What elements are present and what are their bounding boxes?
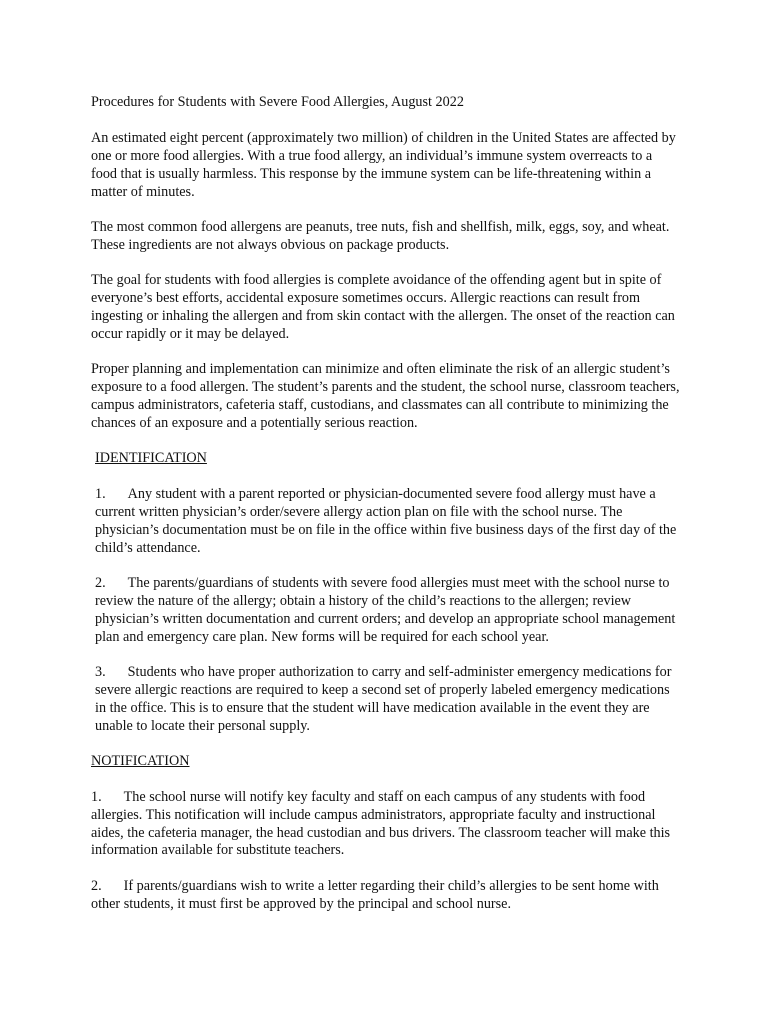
- intro-paragraph-3: The goal for students with food allergies is complete avoidance of the offending agent but in spite of everyone’s best efforts, accidental exposure sometimes occurs. Allergic reactions can result from ingesting or inhaling the allergen and from skin contact with the allergen. The onset of the reaction can occur rapidly or it may be delayed.: [91, 272, 675, 342]
- item-number: 2.: [95, 574, 106, 591]
- item-number: 1.: [91, 788, 102, 805]
- identification-heading: IDENTIFICATION: [95, 450, 207, 467]
- notification-item-2: [91, 878, 681, 914]
- item-text: The parents/guardians of students with severe food allergies must meet with the school nurse to review the nature of the allergy; obtain a history of the child’s reactions to the allergen; review physician’s written documentation and current orders; and develop an appropriate school management plan and emergency care plan. New forms will be required for each school year.: [95, 574, 676, 645]
- item-text: The school nurse will notify key faculty and staff on each campus of any students with food allergies. This notification will include campus administrators, appropriate faculty and instructional aides, the cafeteria manager, the head custodian and bus drivers. The classroom teacher will make this information available for substitute teachers.: [91, 788, 671, 859]
- intro-paragraph-2: The most common food allergens are peanuts, tree nuts, fish and shellfish, milk, eggs, soy, and wheat. These ingredients are not always obvious on package products.: [91, 218, 670, 253]
- item-number: 3.: [95, 663, 106, 680]
- identification-item-3: [91, 664, 681, 736]
- identification-item-2: [91, 575, 681, 647]
- item-text: Any student with a parent reported or physician-documented severe food allergy must have a current written physician’s order/severe allergy action plan on file with the school nurse. The physician’s documentation must be on file in the office within five business days of the first day of the child’s attendance.: [95, 485, 677, 556]
- intro-paragraph-4: Proper planning and implementation can minimize and often eliminate the risk of an allergic student’s exposure to a food allergen. The student’s parents and the student, the school nurse, classroom teachers, campus administrators, cafeteria staff, custodians, and classmates can all contribute to minimizing the chances of an exposure and a potentially serious reaction.: [91, 361, 680, 431]
- document-page: [91, 94, 681, 931]
- intro-paragraph-1: An estimated eight percent (approximately two million) of children in the United States are affected by one or more food allergies. With a true food allergy, an individual’s immune system overreacts to a food that is usually harmless. This response by the immune system can be life-threatening within a matter of minutes.: [91, 129, 676, 200]
- document-title: Procedures for Students with Severe Food Allergies, August 2022: [91, 94, 464, 110]
- notification-item-1: [91, 789, 681, 861]
- item-text: Students who have proper authorization to carry and self-administer emergency medications for severe allergic reactions are required to keep a second set of properly labeled emergency medications in the office. This is to ensure that the student will have medication available in the event they are unable to locate their personal supply.: [95, 663, 672, 734]
- identification-item-1: [91, 486, 681, 558]
- notification-heading: NOTIFICATION: [91, 752, 190, 769]
- item-number: 1.: [95, 485, 106, 502]
- item-number: 2.: [91, 877, 102, 894]
- item-text: If parents/guardians wish to write a letter regarding their child’s allergies to be sent home with other students, it must first be approved by the principal and school nurse.: [91, 877, 659, 912]
